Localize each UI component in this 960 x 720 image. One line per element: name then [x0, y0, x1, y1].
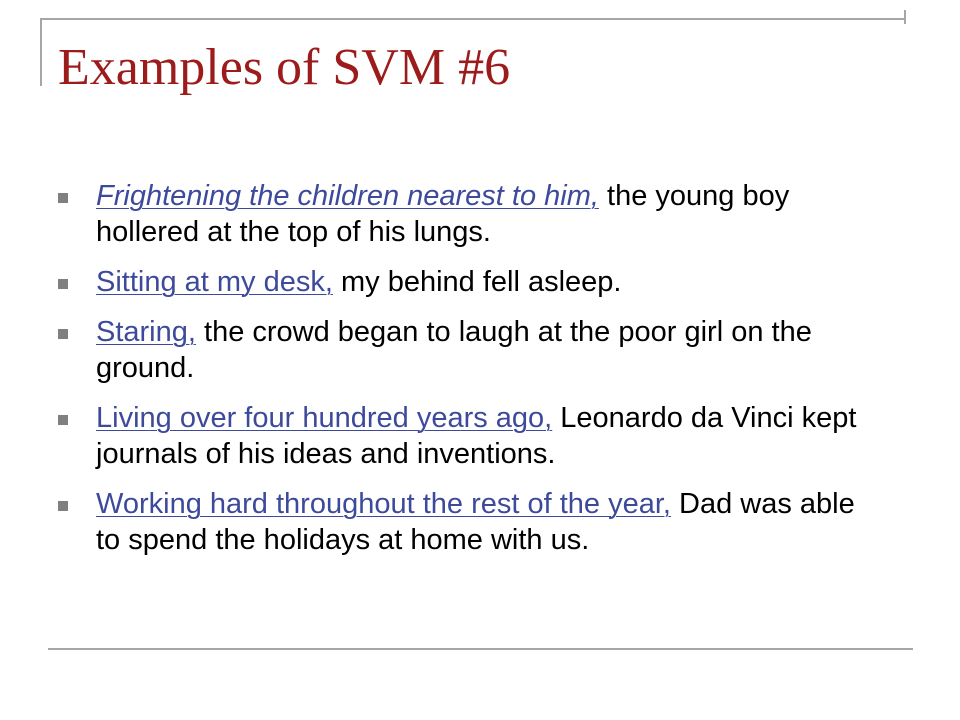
bullet-rest-text: Dad was able to spend the holidays at home with us.: [96, 488, 855, 556]
square-bullet-icon: [58, 415, 68, 425]
bullet-item: [58, 314, 878, 386]
frame-bottom-rule: [48, 648, 913, 650]
bullet-item: [58, 400, 878, 472]
frame-right-tick: [904, 10, 906, 24]
bullet-item: [58, 178, 878, 250]
bullet-lead-phrase: Working hard throughout the rest of the year,: [96, 488, 671, 520]
bullet-lead-phrase: Living over four hundred years ago,: [96, 402, 553, 434]
square-bullet-icon: [58, 193, 68, 203]
bullet-rest-text: my behind fell asleep.: [332, 266, 622, 298]
bullet-rest-text: the crowd began to laugh at the poor girl on the ground.: [96, 316, 812, 384]
square-bullet-icon: [58, 279, 68, 289]
slide-title: Examples of SVM #6: [58, 39, 511, 96]
bullet-lead-phrase: Sitting at my desk,: [96, 266, 333, 298]
bullet-rest-text: the young boy hollered at the top of his lungs.: [96, 180, 790, 248]
bullet-item: [58, 486, 878, 558]
bullet-list: [58, 178, 878, 572]
square-bullet-icon: [58, 329, 68, 339]
bullet-lead-phrase: Staring,: [96, 316, 196, 348]
frame-top-rule: [40, 18, 905, 20]
bullet-rest-text: Leonardo da Vinci kept journals of his ideas and inventions.: [96, 402, 857, 470]
bullet-item: [58, 264, 878, 300]
bullet-lead-phrase: Frightening the children nearest to him,: [96, 180, 599, 212]
frame-left-rule: [40, 18, 42, 86]
square-bullet-icon: [58, 501, 68, 511]
